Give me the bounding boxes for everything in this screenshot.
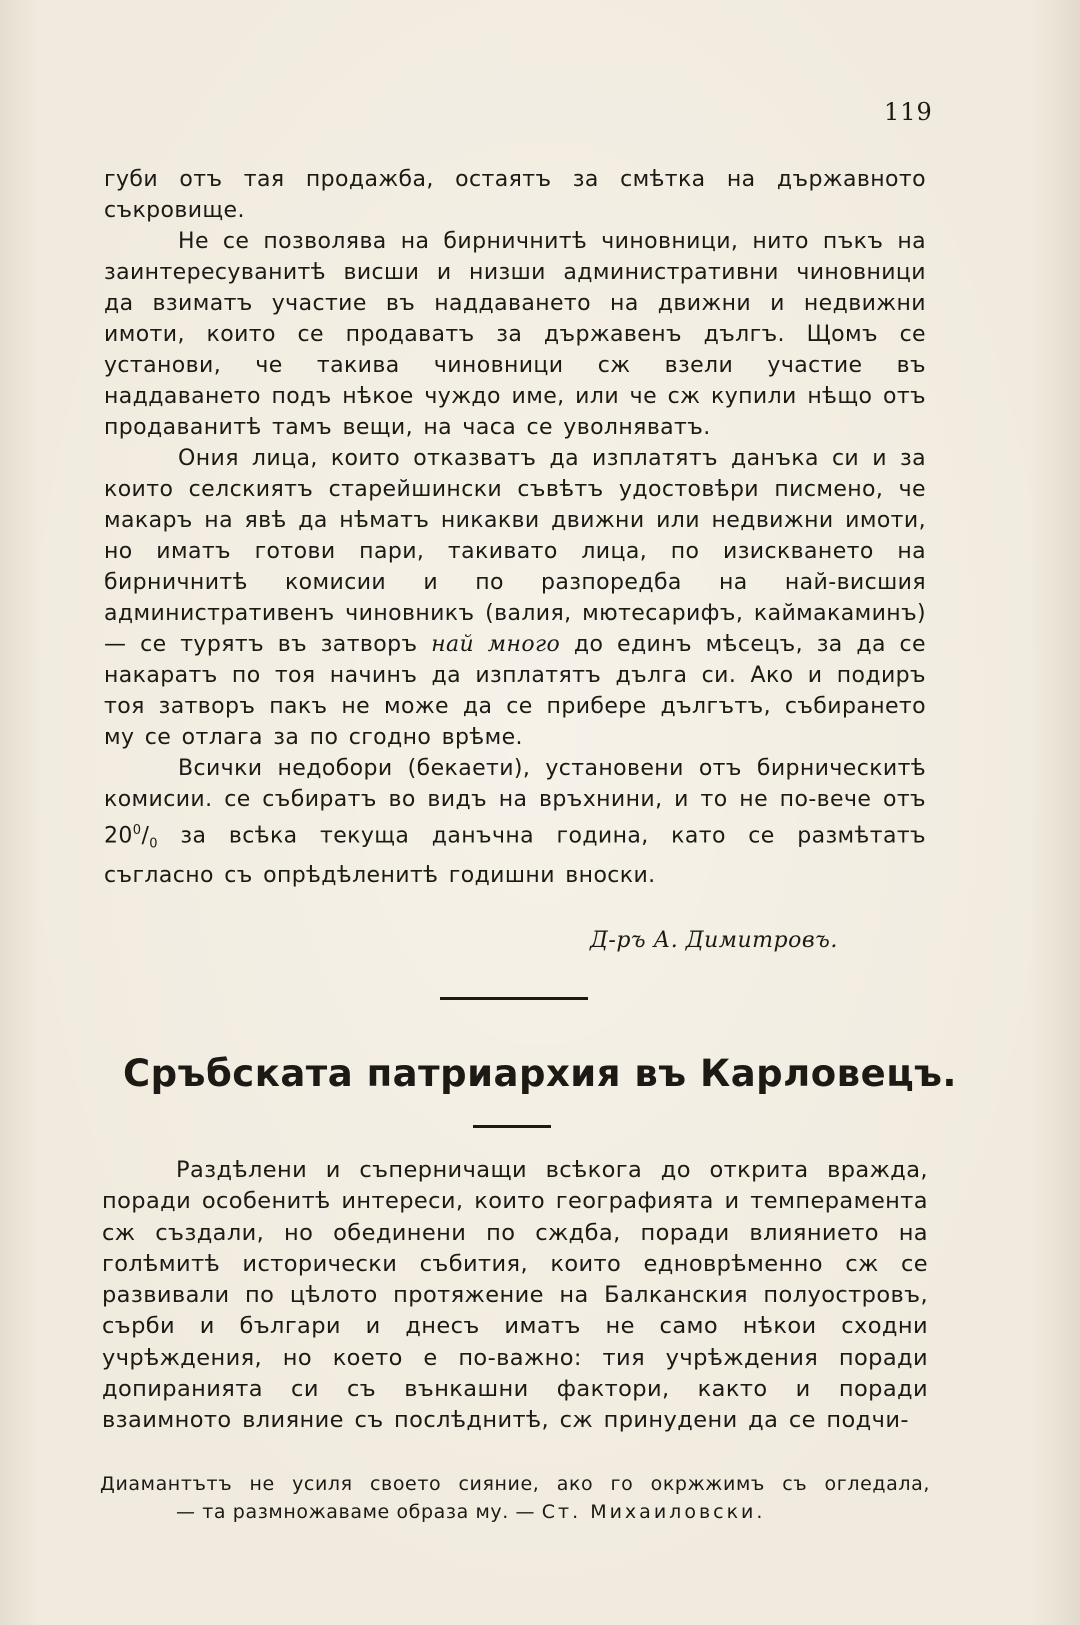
percent-sub: 0 — [149, 836, 158, 852]
paragraph-arrears — [104, 753, 926, 891]
quote-line-2-text: — та размножаваме образа му. — — [176, 1501, 536, 1523]
section-divider — [440, 997, 588, 1000]
paragraph-imprisonment — [104, 443, 926, 753]
author-signature: Д-ръ А. Димитровъ. — [590, 928, 838, 953]
paragraph-continuation: губи отъ тая продажба, остаятъ за смѣтка на държавното съкровище. — [104, 167, 926, 223]
paragraph-imprisonment-text-1: Ония лица, които отказватъ да изплатятъ данъка си и за които селскиятъ старейшински съвѣтъ удостовѣри писмено, че макаръ на явѣ да нѣматъ никакви движни или недвижни имоти, но иматъ готови пари, такивато лица, по изискването на бирничнитѣ комисии и по разпоредба на най-висшия административенъ чиновникъ (валия, мютесарифъ, каймакаминъ) — се турятъ въ затворъ — [104, 446, 926, 657]
footer-quote — [100, 1470, 930, 1526]
article-paragraph: Раздѣлени и съперничащи всѣкога до открита вражда, поради особенитѣ интереси, които географията и темперамента сж създали, но обединени по сждба, поради влиянието на голѣмитѣ исторически събития, които едноврѣменно сж се развивали по цѣлото протяжение на Балканския полуостровъ, сърби и българи и днесъ иматъ не само нѣкои сходни учрѣждения, но което е по-важно: тия учрѣждения поради допиранията си съ вънкашни фактори, както и поради взаимното влияние съ послѣднитѣ, сж принудени да се подчи- — [102, 1157, 928, 1434]
paragraph-imprisonment-text-2: до единъ мѣсецъ, за да се накаратъ по тоя начинъ да изплатятъ дълга си. Ако и подиръ тоя затворъ пакъ не може да се прибере дългътъ, събирането му се отлага за по сгодно врѣме. — [104, 632, 926, 750]
percent-sup: 0 — [132, 823, 142, 838]
quote-line-1: Диамантътъ не усиля своето сияние, ако го окржжимъ съ огледала, — [100, 1473, 930, 1495]
percent-slash: / — [141, 823, 150, 849]
quote-author: Ст. Михаиловски. — [541, 1501, 766, 1523]
article-title: Сръбската патриархия въ Карловецъ. — [123, 1052, 957, 1095]
paragraph-arrears-text-2: за всѣка текуща данъчна година, като се размѣтатъ съгласно съ опрѣдѣленитѣ годишни вноски. — [104, 823, 926, 888]
italic-emphasis: най много — [431, 632, 561, 657]
section-body — [104, 164, 926, 891]
quote-line-2 — [100, 1498, 930, 1526]
paragraph-officials: Не се позволява на бирничнитѣ чиновници, нито пъкъ на заинтересуванитѣ висши и низши административни чиновници да взиматъ участие въ наддаването на движни и недвижни имоти, които се продаватъ за държавенъ дългъ. Щомъ се установи, че такива чиновници сж взели участие въ наддаването подъ нѣкое чуждо име, или че сж купили нѣщо отъ продаванитѣ тамъ вещи, на часа се уволняватъ. — [104, 229, 926, 440]
paragraph-arrears-text-1: Всички недобори (бекаети), установени отъ бирническитѣ комисии. се събиратъ во видъ на връхнини, и то не по-вече отъ 20 — [104, 756, 926, 849]
page-number: 119 — [884, 98, 933, 126]
article-body — [102, 1155, 928, 1437]
title-underline — [473, 1125, 551, 1128]
